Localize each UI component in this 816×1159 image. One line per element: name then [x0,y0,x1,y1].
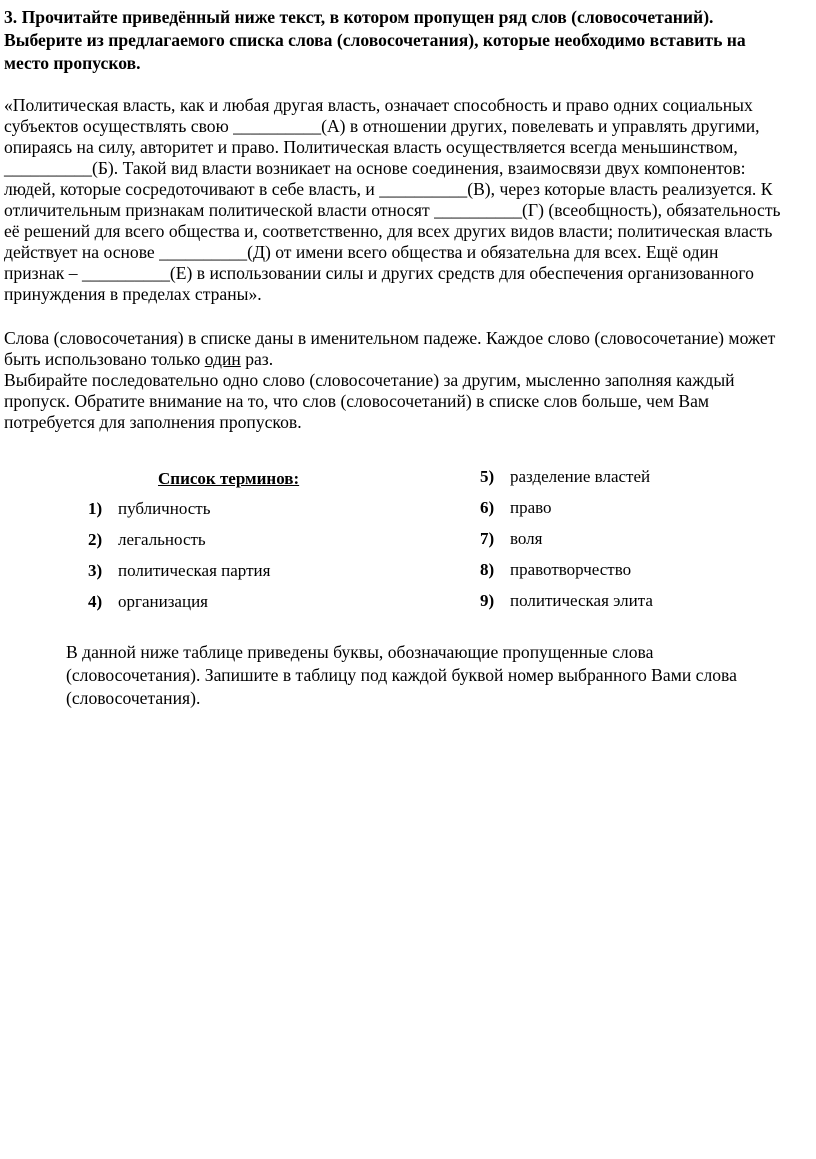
passage-line-4: __________(Б). Такой вид власти возникает на основе соединения, взаимосвязи двух компонентов: [4,158,746,178]
passage-line-6: отличительным признакам политической власти относят __________(Г) (всеобщность), обязательность [4,200,781,220]
passage-line-7: её решений для всего общества и, соответственно, для всех других видов власти; политическая власть [4,221,773,241]
term-number: 3) [88,561,103,580]
term-item [480,590,653,612]
table-note-line-2: (словосочетания). Запишите в таблицу под каждой буквой номер выбранного Вами слова [66,665,737,685]
instructions-line-2-end: раз. [240,349,274,369]
term-item [480,466,650,488]
passage-line-3: опираясь на силу, авторитет и право. Политическая власть осуществляется всегда меньшинством, [4,137,738,157]
instructions-line-5: потребуется для заполнения пропусков. [4,412,302,432]
passage-line-2: субъектов осуществлять свою __________(А) в отношении других, повелевать и управлять другими, [4,116,760,136]
task-heading-line-2: Выберите из предлагаемого списка слова (словосочетания), которые необходимо вставить на [4,30,746,50]
term-text: организация [118,592,208,611]
term-number: 1) [88,499,103,518]
table-note-line-1: В данной ниже таблице приведены буквы, обозначающие пропущенные слова [66,642,654,662]
term-number: 7) [480,529,495,548]
term-item [480,497,552,519]
term-text: политическая партия [118,561,271,580]
term-text: легальность [118,530,206,549]
term-item [480,559,631,581]
instructions-line-1: Слова (словосочетания) в списке даны в именительном падеже. Каждое слово (словосочетание) может [4,328,776,348]
passage-line-10: принуждения в пределах страны». [4,284,262,304]
term-number: 8) [480,560,495,579]
task-heading-line-3: место пропусков. [4,53,141,73]
task-heading-line-1: 3. Прочитайте приведённый ниже текст, в котором пропущен ряд слов (словосочетаний). [4,7,714,27]
instructions-line-3: Выбирайте последовательно одно слово (словосочетание) за другим, мысленно заполняя каждый [4,370,735,390]
term-text: политическая элита [510,591,653,610]
passage-line-9: признак – __________(Е) в использовании силы и других средств для обеспечения организованного [4,263,754,283]
term-text: воля [510,529,543,548]
term-item [88,560,270,582]
term-item [88,529,206,551]
instructions-line-2-start: быть использовано только [4,349,205,369]
passage-line-8: действует на основе __________(Д) от имени всего общества и обязательна для всех. Ещё один [4,242,719,262]
term-text: публичность [118,499,211,518]
term-text: правотворчество [510,560,632,579]
term-text: разделение властей [510,467,651,486]
term-number: 4) [88,592,103,611]
term-number: 2) [88,530,103,549]
passage-line-5: людей, которые сосредоточивают в себе власть, и __________(В), через которые власть реализуется. К [4,179,773,199]
term-item [88,591,208,613]
table-note-line-3: (словосочетания). [66,688,201,708]
instructions-emphasis-once: один [204,349,241,369]
instructions-line-2 [4,348,273,370]
term-number: 9) [480,591,495,610]
term-number: 6) [480,498,495,517]
term-text: право [510,498,552,517]
instructions-line-4: пропуск. Обратите внимание на то, что слов (словосочетаний) в списке слов больше, чем Вам [4,391,710,411]
term-item [480,528,543,550]
passage-line-1: «Политическая власть, как и любая другая власть, означает способность и право одних социальных [4,95,753,115]
terms-list-title: Список терминов: [158,469,300,488]
term-number: 5) [480,467,495,486]
term-item [88,498,210,520]
